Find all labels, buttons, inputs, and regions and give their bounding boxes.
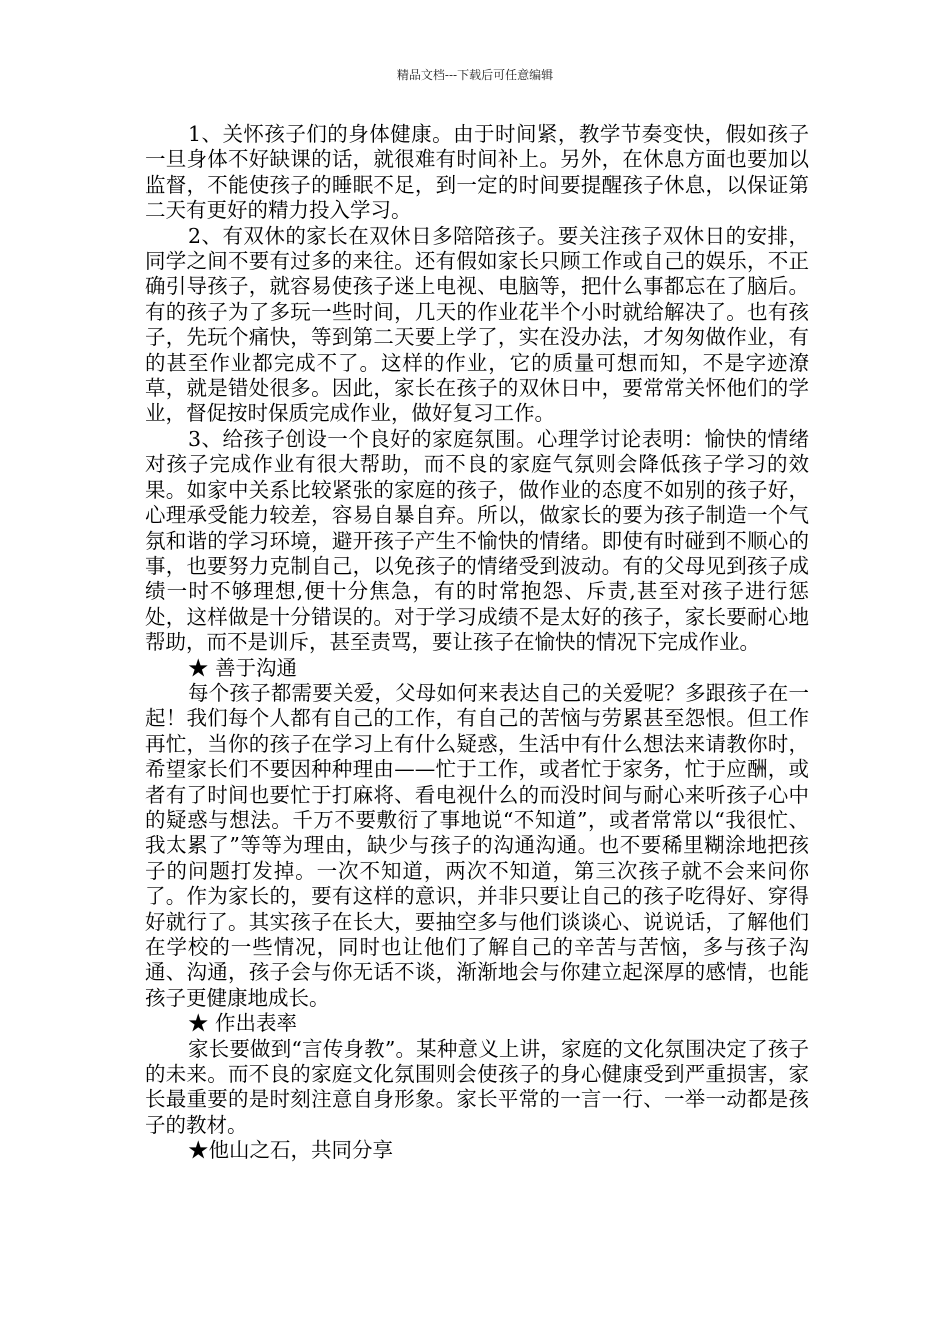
document-body [145,122,809,1164]
paragraph-3: 3、给孩子创设一个良好的家庭氛围。心理学讨论表明：愉快的情绪对孩子完成作业有很大帮助，而不良的家庭气氛则会降低孩子学习的效果。如家中关系比较紧张的家庭的孩子，做作业的态度不如别的孩子好，心理承受能力较差，容易自暴自弃。所以，做家长的要为孩子制造一个气氛和谐的学习环境，避开孩子产生不愉快的情绪。即使有时碰到不顺心的事，也要努力克制自己，以免孩子的情绪受到波动。有的父母见到孩子成绩一时不够理想,便十分焦急，有的时常抱怨、斥责,甚至对孩子进行惩处，这样做是十分错误的。对于学习成绩不是太好的孩子，家长要耐心地帮助，而不是训斥，甚至责骂，要让孩子在愉快的情况下完成作业。 [145,426,809,655]
paragraph-1: 1、关怀孩子们的身体健康。由于时间紧，教学节奏变快，假如孩子一旦身体不好缺课的话，就很难有时间补上。另外，在休息方面也要加以监督，不能使孩子的睡眠不足，到一定的时间要提醒孩子休息，以保证第二天有更好的精力投入学习。 [145,122,809,223]
paragraph-2: 2、有双休的家长在双休日多陪陪孩子。要关注孩子双休日的安排，同学之间不要有过多的来往。还有假如家长只顾工作或自己的娱乐，不正确引导孩子，就容易使孩子迷上电视、电脑等，把什么事都忘在了脑后。有的孩子为了多玩一些时间，几天的作业花半个小时就给解决了。也有孩子，先玩个痛快，等到第二天要上学了，实在没办法，才匆匆做作业，有的甚至作业都完成不了。这样的作业，它的质量可想而知，不是字迹潦草，就是错处很多。因此，家长在孩子的双休日中，要常常关怀他们的学业，督促按时保质完成作业，做好复习工作。 [145,223,809,426]
section-heading-communication: ★ 善于沟通 [188,655,298,680]
section-heading-sharing: ★他山之石，共同分享 [188,1138,393,1163]
paragraph-5: 家长要做到“言传身教”。某种意义上讲，家庭的文化氛围决定了孩子的未来。而不良的家庭文化氛围则会使孩子的身心健康受到严重损害，家长最重要的是时刻注意自身形象。家长平常的一言一行、一举一动都是孩子的教材。 [145,1036,809,1137]
page-header: 精品文档---下载后可任意编辑 [396,68,554,82]
paragraph-4: 每个孩子都需要关爱，父母如何来表达自己的关爱呢？多跟孩子在一起！我们每个人都有自己的工作，有自己的苦恼与劳累甚至怨恨。但工作再忙，当你的孩子在学习上有什么疑惑，生活中有什么想法来请教你时，希望家长们不要因种种理由——忙于工作，或者忙于家务，忙于应酬，或者有了时间也要忙于打麻将、看电视什么的而没时间与耐心来听孩子心中的疑惑与想法。千万不要敷衍了事地说“不知道”，或者常常以“我很忙、我太累了”等等为理由，缺少与孩子的沟通沟通。也不要稀里糊涂地把孩子的问题打发掉。一次不知道，两次不知道，第三次孩子就不会来问你了。作为家长的，要有这样的意识，并非只要让自己的孩子吃得好、穿得好就行了。其实孩子在长大，要抽空多与他们谈谈心、说说话，了解他们在学校的一些情况，同时也让他们了解自己的辛苦与苦恼，多与孩子沟通、沟通，孩子会与你无话不谈，渐渐地会与你建立起深厚的感情，也能孩子更健康地成长。 [145,680,809,1010]
section-heading-example: ★ 作出表率 [188,1011,298,1036]
